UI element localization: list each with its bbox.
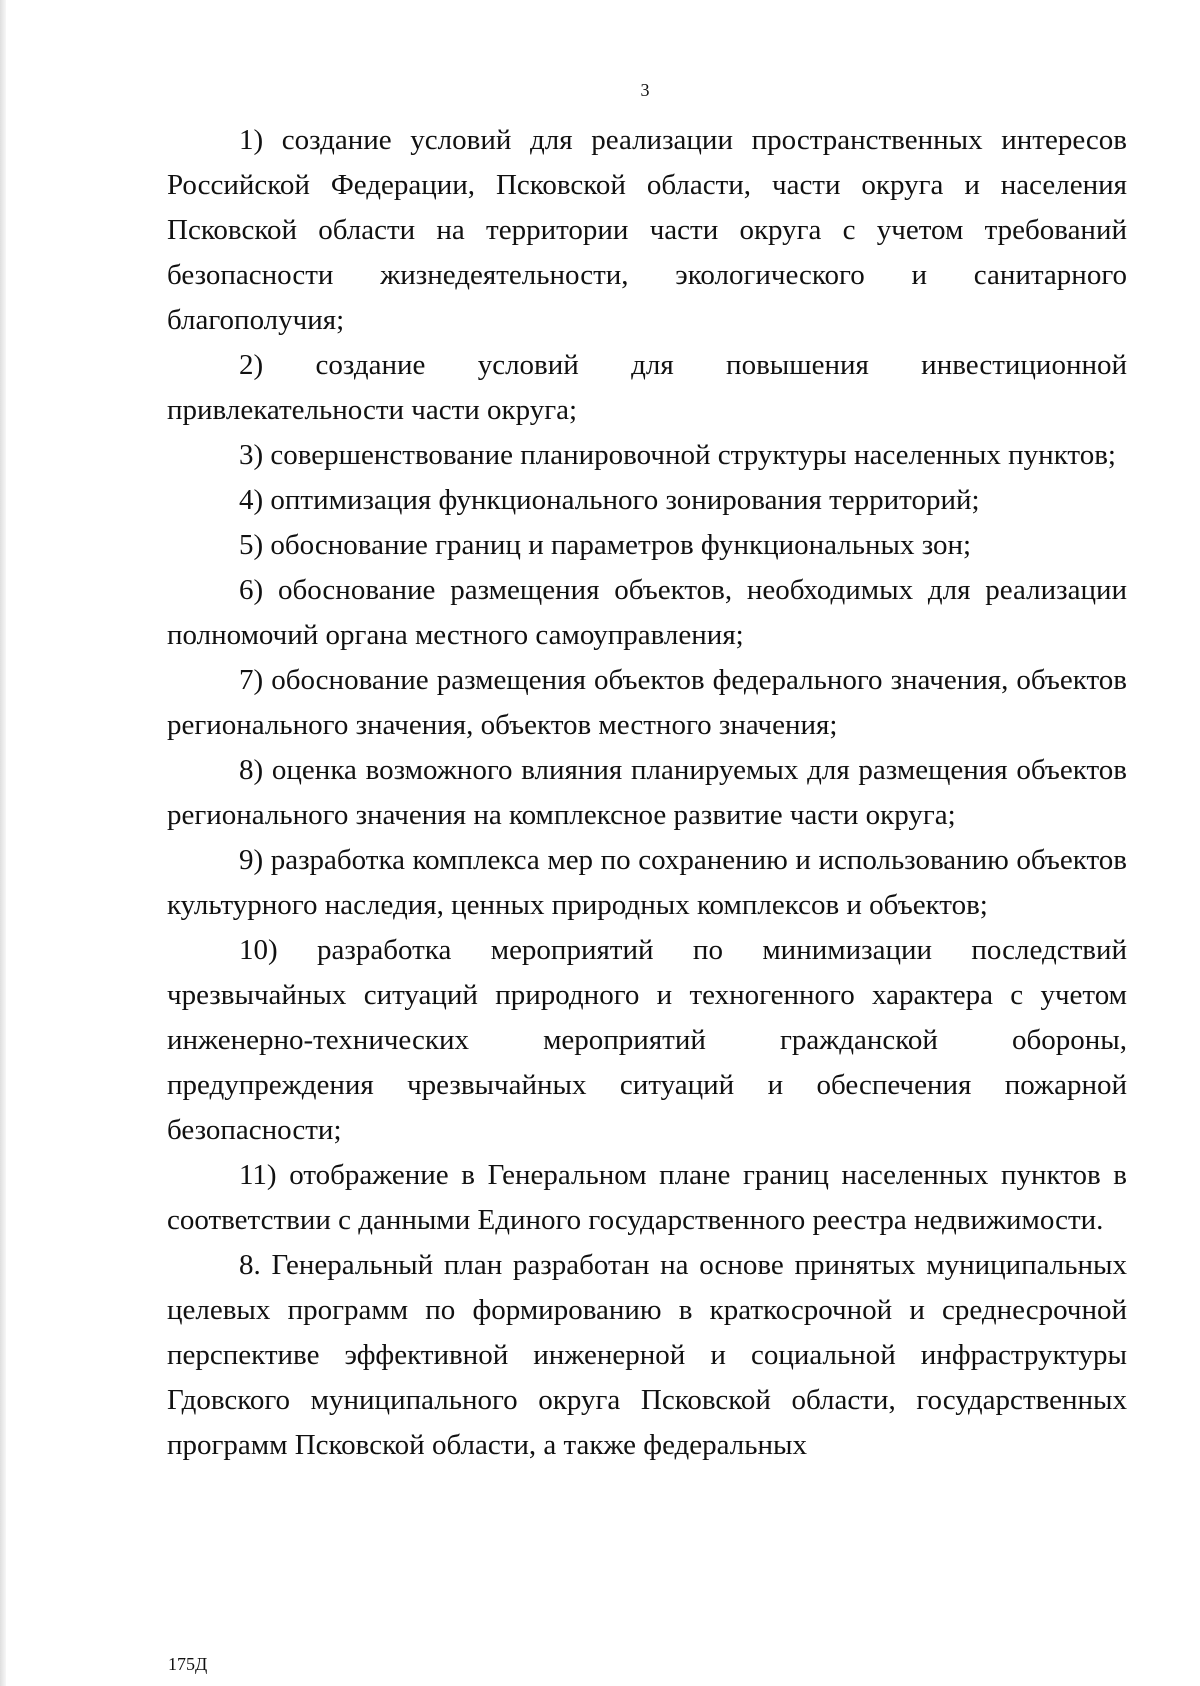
scan-edge [0, 0, 6, 1686]
page-number: 3 [640, 80, 650, 100]
paragraph-item-3: 3) совершенствование планировочной структуры населенных пунктов; [239, 439, 1116, 471]
paragraph-item-2: 2) создание условий для повышения инвестиционной привлекательности части округа; [167, 349, 1127, 426]
document-code: 175Д [168, 1654, 208, 1674]
paragraph-item-5: 5) обоснование границ и параметров функциональных зон; [239, 529, 972, 561]
document-body [167, 118, 1127, 1468]
paragraph-item-7: 7) обоснование размещения объектов федерального значения, объектов регионального значения, объектов местного значения; [167, 664, 1127, 741]
paragraph-item-8: 8) оценка возможного влияния планируемых для размещения объектов регионального значения на комплексное развитие части округа; [167, 754, 1127, 831]
paragraph-item-4: 4) оптимизация функционального зонирования территорий; [239, 484, 980, 516]
paragraph-section-8: 8. Генеральный план разработан на основе принятых муниципальных целевых программ по формированию в краткосрочной и среднесрочной перспективе эффективной инженерной и социальной инфраструктуры Гдовского муниципального округа Псковской области, государственных программ Псковской области, а также федеральных [167, 1249, 1127, 1461]
paragraph-item-11: 11) отображение в Генеральном плане границ населенных пунктов в соответствии с данными Единого государственного реестра недвижимости. [167, 1159, 1127, 1236]
paragraph-item-1: 1) создание условий для реализации пространственных интересов Российской Федерации, Псковской области, части округа и населения Псковской области на территории части округа с учетом требований безопасности жизнедеятельности, экологического и санитарного благополучия; [167, 124, 1127, 336]
paragraph-item-9: 9) разработка комплекса мер по сохранению и использованию объектов культурного наследия, ценных природных комплексов и объектов; [167, 844, 1127, 921]
paragraph-item-6: 6) обоснование размещения объектов, необходимых для реализации полномочий органа местного самоуправления; [167, 574, 1127, 651]
paragraph-item-10: 10) разработка мероприятий по минимизации последствий чрезвычайных ситуаций природного и техногенного характера с учетом инженерно-технических мероприятий гражданской обороны, предупреждения чрезвычайных ситуаций и обеспечения пожарной безопасности; [167, 934, 1127, 1146]
